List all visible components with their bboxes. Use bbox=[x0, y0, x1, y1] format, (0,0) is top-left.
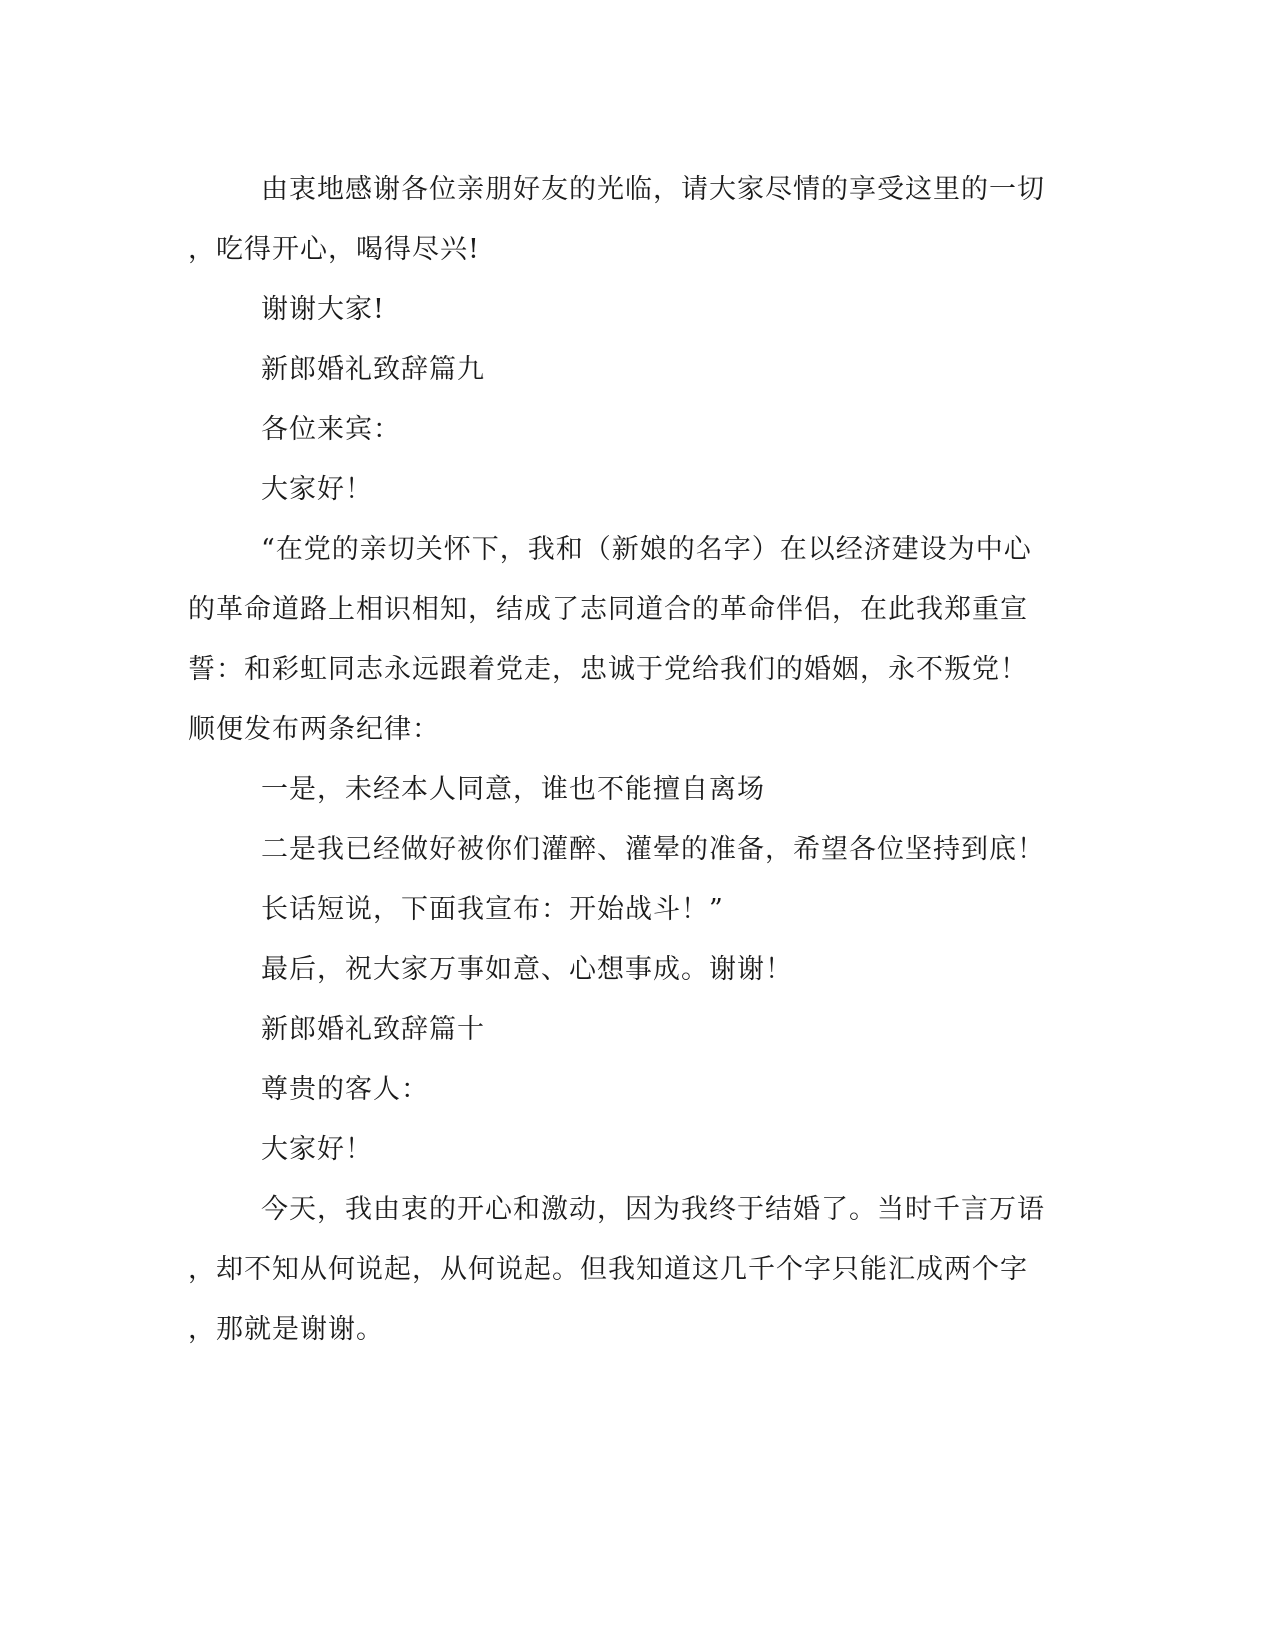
section-heading: 新郎婚礼致辞篇九 bbox=[261, 354, 485, 385]
paragraph-line: “在党的亲切关怀下，我和（新娘的名字）在以经济建设为中心 bbox=[261, 534, 1032, 565]
greeting-line: 大家好！ bbox=[261, 474, 373, 505]
paragraph-line: 二是我已经做好被你们灌醉、灌晕的准备，希望各位坚持到底！ bbox=[261, 834, 1045, 865]
salutation-line: 尊贵的客人： bbox=[261, 1074, 429, 1105]
paragraph-line: 的革命道路上相识相知，结成了志同道合的革命伴侣，在此我郑重宣 bbox=[188, 594, 1028, 625]
paragraph-line: ，那就是谢谢。 bbox=[188, 1314, 384, 1345]
paragraph-line: ，吃得开心，喝得尽兴! bbox=[188, 234, 480, 265]
paragraph-line: 长话短说，下面我宣布：开始战斗！” bbox=[261, 894, 724, 925]
section-heading: 新郎婚礼致辞篇十 bbox=[261, 1014, 485, 1045]
paragraph-line: 今天，我由衷的开心和激动，因为我终于结婚了。当时千言万语 bbox=[261, 1194, 1045, 1225]
greeting-line: 大家好！ bbox=[261, 1134, 373, 1165]
paragraph-line: ，却不知从何说起，从何说起。但我知道这几千个字只能汇成两个字 bbox=[188, 1254, 1028, 1285]
salutation-line: 各位来宾： bbox=[261, 414, 401, 445]
paragraph-line: 最后，祝大家万事如意、心想事成。谢谢！ bbox=[261, 954, 793, 985]
paragraph-line: 誓：和彩虹同志永远跟着党走，忠诚于党给我们的婚姻，永不叛党！ bbox=[188, 654, 1028, 685]
paragraph-line: 顺便发布两条纪律： bbox=[188, 714, 440, 745]
paragraph-line: 由衷地感谢各位亲朋好友的光临，请大家尽情的享受这里的一切 bbox=[261, 174, 1045, 205]
paragraph-line: 谢谢大家! bbox=[261, 294, 385, 325]
paragraph-line: 一是，未经本人同意，谁也不能擅自离场 bbox=[261, 774, 765, 805]
